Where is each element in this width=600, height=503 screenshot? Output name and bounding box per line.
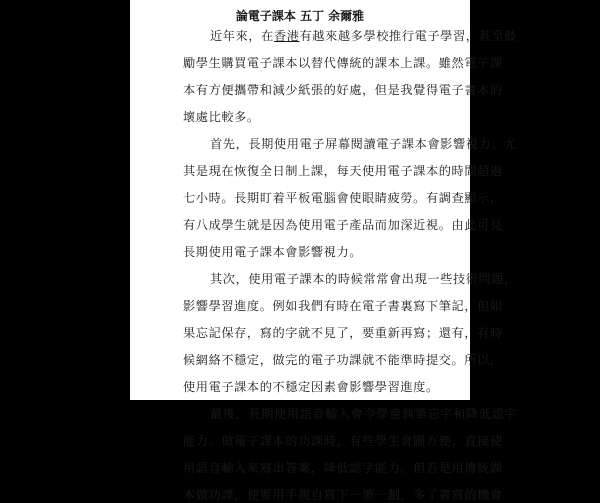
text-line: 影響學習進度。例如我們有時在電子書裏寫下筆記，但如 (183, 299, 503, 313)
text-line: 勵學生購買電子課本以替代傳統的課本上課。雖然電子課 (183, 56, 503, 70)
document-page (130, 0, 517, 502)
document-title: 論電子課本 五丁 余爾雅 (235, 9, 365, 23)
text-line: 候網絡不穩定，做完的電子功課就不能準時提交。所以， (183, 353, 503, 367)
text-line: 其次，使用電子課本的時候常常會出現一些技術問題， (210, 272, 517, 286)
text-line: 能力。做電子課本的功課時，有些學生會圖方便，直接使 (183, 434, 503, 448)
text-line: 本做功課，便要用手親自寫下一筆一劃，多了書寫的機會 (183, 488, 503, 502)
text-line: 七小時。長期盯着平板電腦會使眼睛疲勞。有調查顯示， (183, 191, 503, 205)
text-line: 使用電子課本的不穩定因素會影響學習進度。 (183, 380, 439, 394)
text-line: 壞處比較多。 (183, 110, 260, 124)
text-line: 本有方便攜帶和減少紙張的好處，但是我覺得電子書本的 (183, 83, 503, 97)
text-line: 長期使用電子課本會影響視力。 (183, 245, 363, 259)
text-line: 有八成學生就是因為使用電子產品而加深近視。由此可見 (183, 218, 503, 232)
text-line: 最後，長期使用語音輸入會令學童執筆忘字和降低認字 (210, 407, 517, 421)
text-line: 用語音輸入來寫出答案，降低認字能力。但若是用傳統課 (183, 461, 503, 475)
text-line: 首先，長期使用電子屏幕閱讀電子課本會影響視力。尤 (210, 137, 517, 151)
underlined-place-name: 香港 (273, 29, 300, 43)
text-line: 其是現在恢復全日制上課，每天使用電子課本的時間超過 (183, 164, 503, 178)
text-line: 近年來，在香港有越來越多學校推行電子學習，甚至鼓 (210, 29, 517, 43)
text-line: 果忘記保存，寫的字就不見了，要重新再寫；還有，有時 (183, 326, 503, 340)
